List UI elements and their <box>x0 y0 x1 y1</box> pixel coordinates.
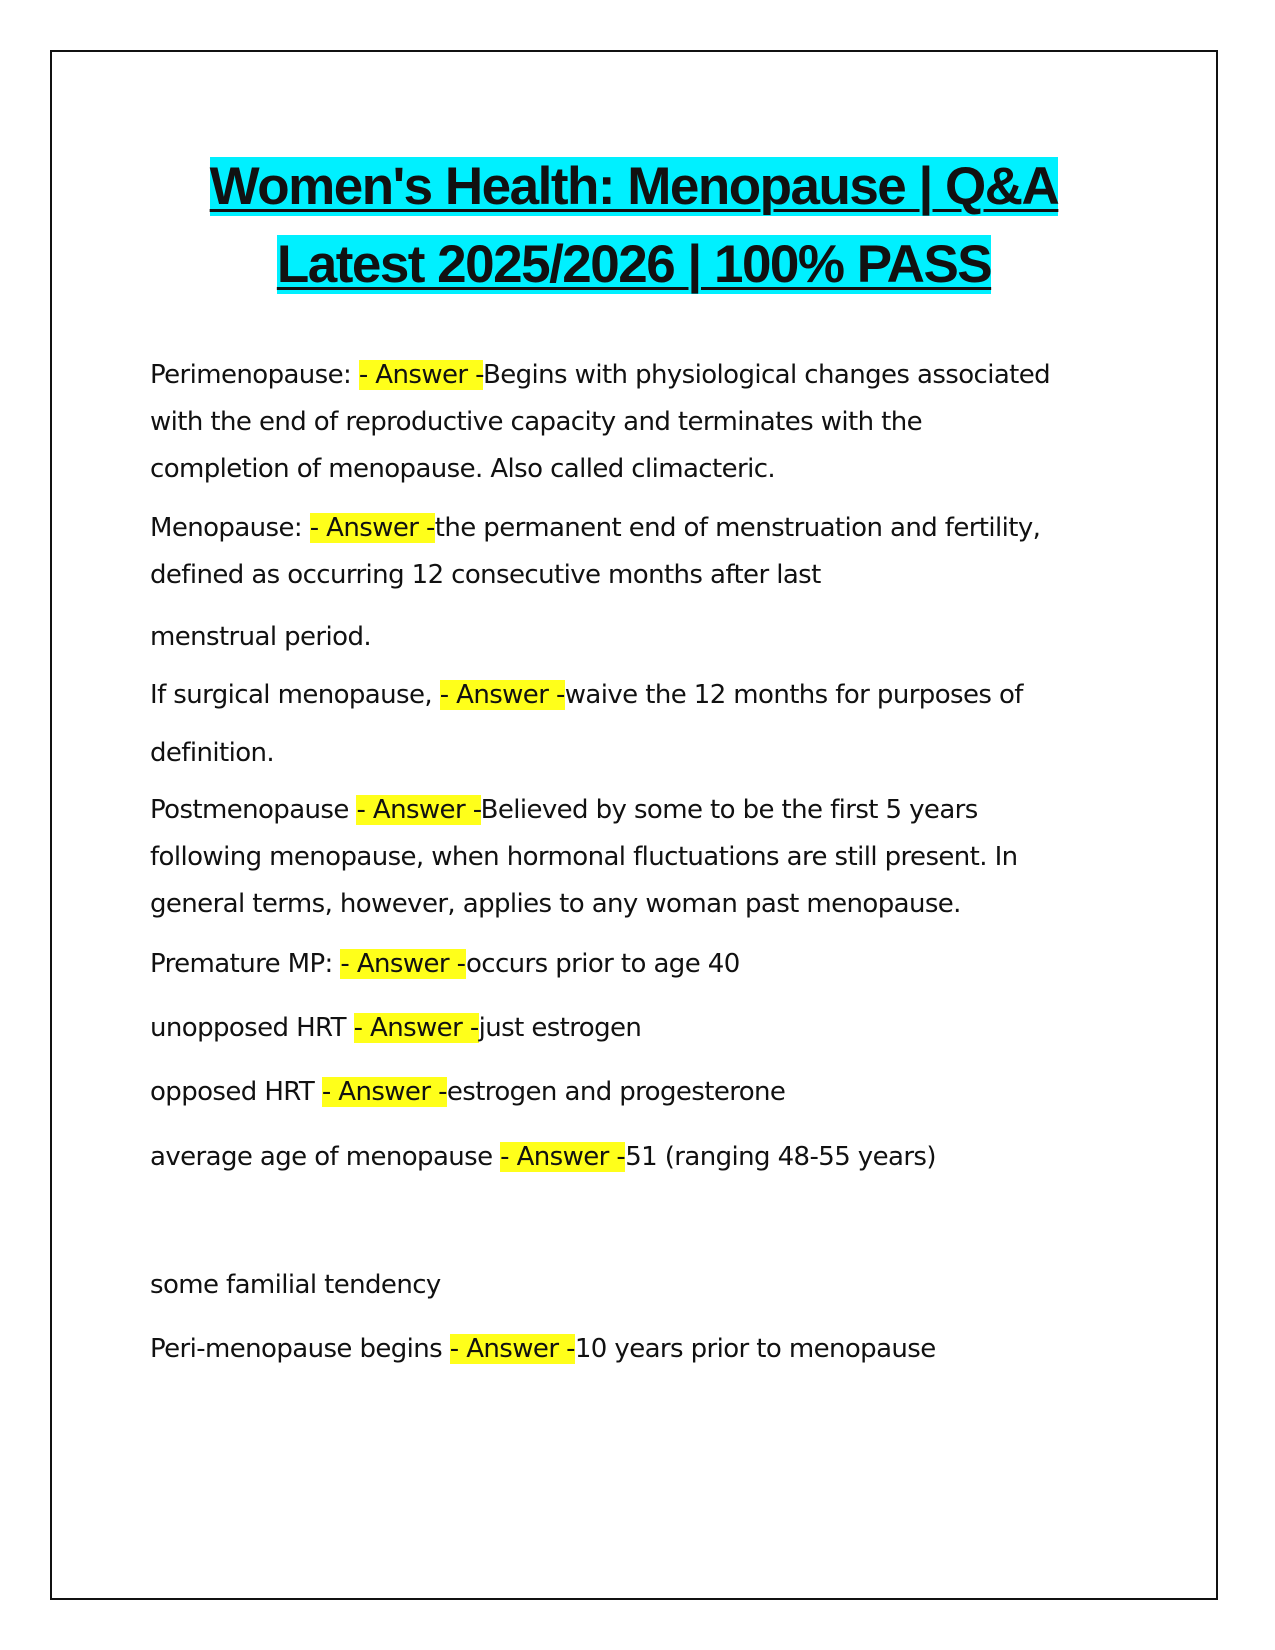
answer-text: definition. <box>150 738 275 768</box>
answer-marker: - Answer - <box>439 680 565 710</box>
answer-marker: - Answer - <box>449 1334 575 1364</box>
qa-entry-surgical-menopause <box>150 672 1130 719</box>
answer-marker: - Answer - <box>340 949 466 979</box>
answer-text: general terms, however, applies to any woman past menopause. <box>150 889 961 919</box>
qa-entry-menopause-continuation <box>150 614 1130 661</box>
answer-text: waive the 12 months for purposes of <box>564 680 1023 710</box>
answer-marker: - Answer - <box>500 1142 626 1172</box>
term: Menopause: <box>150 513 310 543</box>
qa-entry-postmenopause <box>150 787 1130 928</box>
term: unopposed HRT <box>150 1013 354 1043</box>
answer-text: Believed by some to be the first 5 years <box>480 795 978 825</box>
answer-text: defined as occurring 12 consecutive months after last <box>150 560 821 590</box>
qa-entry-average-age <box>150 1134 1130 1181</box>
term: Peri-menopause begins <box>150 1334 450 1364</box>
document-title <box>50 148 1218 304</box>
answer-text: the permanent end of menstruation and fertility, <box>434 513 1041 543</box>
term: Premature MP: <box>150 949 341 979</box>
qa-entry-menopause <box>150 505 1130 599</box>
answer-marker: - Answer - <box>321 1077 447 1107</box>
answer-marker: - Answer - <box>353 1013 479 1043</box>
answer-marker: - Answer - <box>358 360 483 390</box>
qa-entry-premature-mp <box>150 941 1130 988</box>
term: opposed HRT <box>150 1077 322 1107</box>
answer-marker: - Answer - <box>356 795 481 825</box>
answer-text: with the end of reproductive capacity and terminates with the <box>150 407 923 437</box>
answer-text: completion of menopause. Also called climacteric. <box>150 454 776 484</box>
answer-text: menstrual period. <box>150 622 372 652</box>
qa-entry-opposed-hrt <box>150 1069 1130 1116</box>
qa-entry-perimenopause <box>150 352 1130 493</box>
qa-entry-perimenopause-begins <box>150 1326 1130 1373</box>
title-line-2: Latest 2025/2026 | 100% PASS <box>276 235 992 294</box>
title-line-1: Women's Health: Menopause | Q&A <box>209 157 1059 216</box>
answer-text: estrogen and progesterone <box>446 1077 786 1107</box>
qa-entry-unopposed-hrt <box>150 1005 1130 1052</box>
term: Postmenopause <box>150 795 357 825</box>
qa-entry-average-age-continuation <box>150 1262 1130 1309</box>
term: If surgical menopause, <box>150 680 440 710</box>
term: Perimenopause: <box>150 360 359 390</box>
answer-text: following menopause, when hormonal fluctuations are still present. In <box>150 842 1018 872</box>
answer-marker: - Answer - <box>309 513 435 543</box>
answer-text: 10 years prior to menopause <box>574 1334 936 1364</box>
answer-text: occurs prior to age 40 <box>465 949 740 979</box>
answer-text: some familial tendency <box>150 1270 441 1300</box>
answer-text: 51 (ranging 48-55 years) <box>625 1142 936 1172</box>
qa-entry-surgical-menopause-continuation <box>150 730 1130 777</box>
term: average age of menopause <box>150 1142 501 1172</box>
answer-text: just estrogen <box>478 1013 642 1043</box>
answer-text: Begins with physiological changes associated <box>483 360 1051 390</box>
